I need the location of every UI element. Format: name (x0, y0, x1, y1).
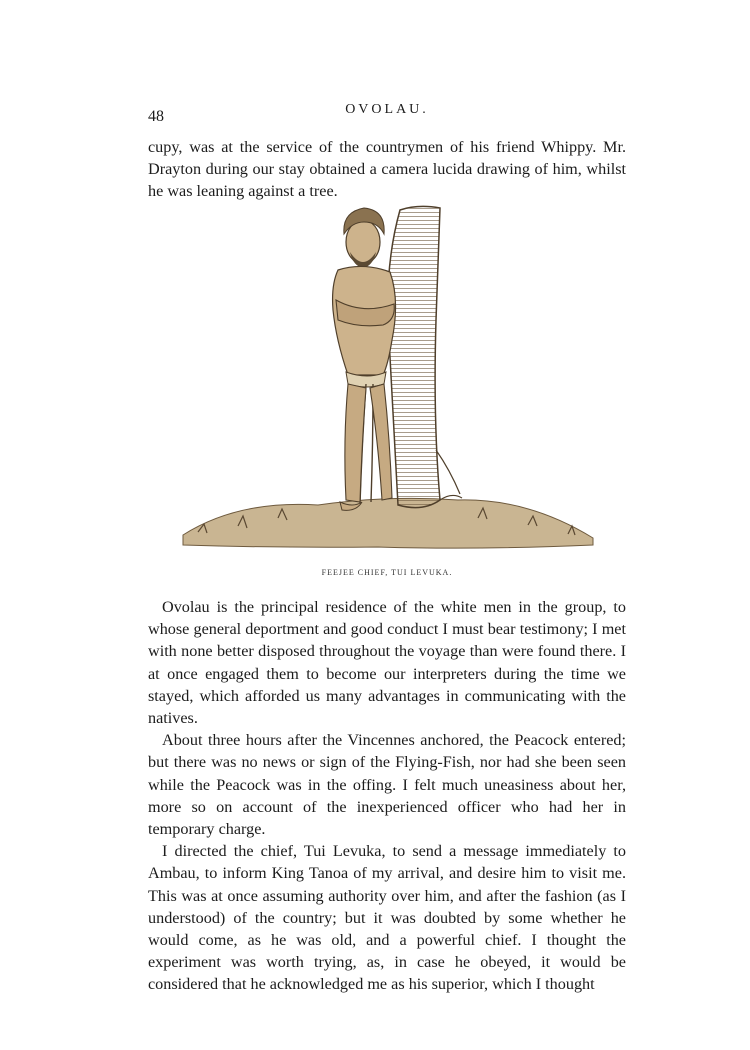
paragraph: I directed the chief, Tui Levuka, to send a message immediately to Ambau, to inform King Tanoa of my arrival, and desire him to visit me. This was at once assuming authority over him, and after the fashion (as I understood) of the country; but it was doubted by some whether he would come, as he was old, and a powerful chief. I thought the experiment was worth trying, as, in case he obeyed, it would be considered that he acknowledged me as his superior, which I thought (148, 842, 626, 994)
page-header (148, 102, 626, 126)
paragraph: cupy, was at the service of the countrymen of his friend Whippy. Mr. Drayton during our stay obtained a camera lucida drawing of him, whilst he was leaning against a tree. (148, 138, 626, 201)
text-block-bottom (148, 596, 626, 996)
running-head: OVOLAU. (345, 102, 429, 117)
figure-caption: FEEJEE CHIEF, TUI LEVUKA. (321, 568, 453, 577)
page-number: 48 (148, 108, 164, 125)
text-block-top (148, 136, 626, 203)
paragraph: About three hours after the Vincennes anchored, the Peacock entered; but there was no news or sign of the Flying-Fish, nor had she been seen while the Peacock was in the offing. I felt much uneasiness about her, more so on account of the inexperienced officer who had her in temporary charge. (148, 731, 626, 839)
paragraph: Ovolau is the principal residence of the white men in the group, to whose general deportment and good conduct I must bear testimony; I met with none better disposed throughout the voyage than were found there. I at once engaged them to become our interpreters during the time we stayed, which afforded us many advantages in communicating with the natives. (148, 598, 626, 728)
illustration-chief-leaning-on-tree (178, 200, 598, 555)
